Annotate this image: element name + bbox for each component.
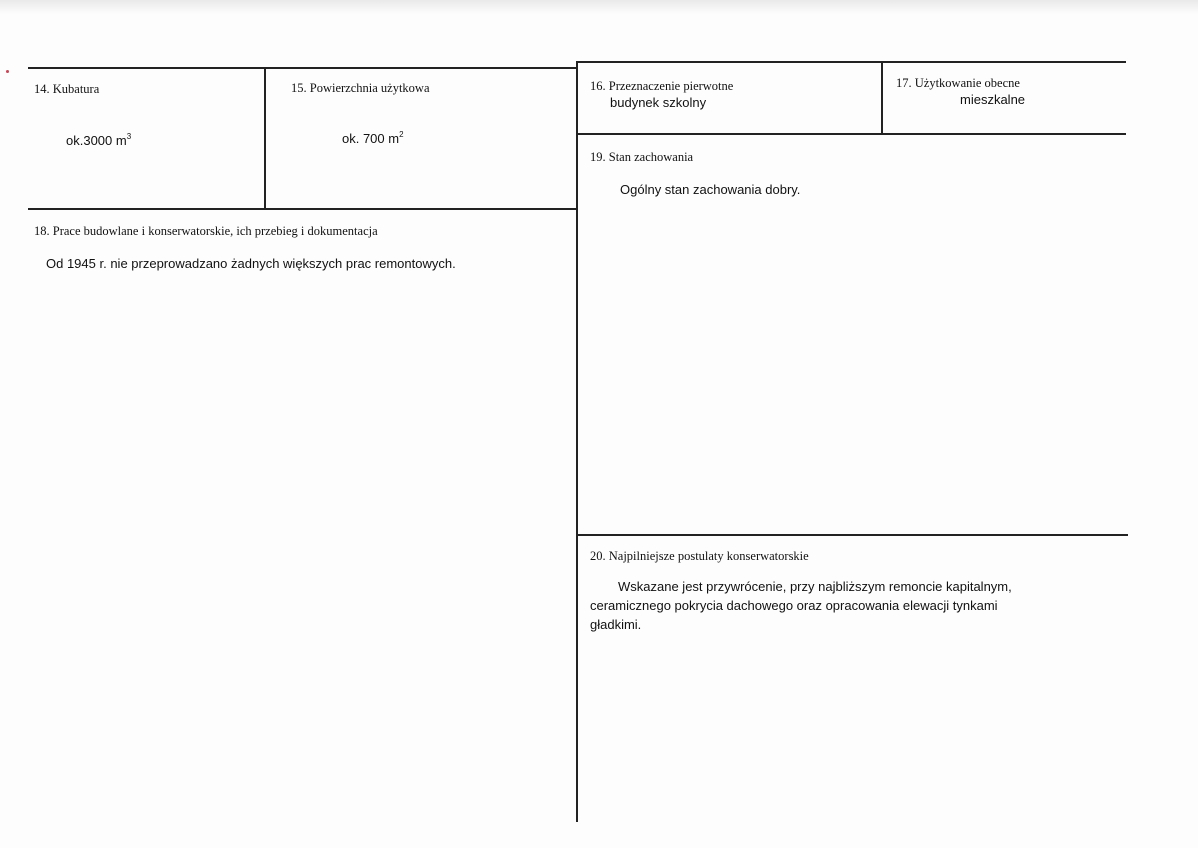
field-17-label: 17. Użytkowanie obecne: [896, 76, 1020, 90]
field-20-line-2: ceramicznego pokrycia dachowego oraz opracowania elewacji tynkami: [590, 598, 998, 613]
field-20-value: [590, 577, 1110, 634]
field-20-line-1: Wskazane jest przywrócenie, przy najbliższym remoncie kapitalnym,: [618, 579, 1012, 594]
field-14-value: ok.3000 $m^3$: [66, 132, 132, 148]
rule-above-20: [576, 534, 1128, 536]
field-15-value: ok. 700 $m^2$: [342, 130, 404, 146]
field-16-value: budynek szkolny: [610, 95, 707, 110]
field-19-value: Ogólny stan zachowania dobry.: [620, 182, 801, 197]
divider-16-17: [881, 61, 883, 133]
field-16-label: 16. Przeznaczenie pierwotne: [590, 79, 734, 93]
field-20-line-3: gładkimi.: [590, 617, 642, 632]
field-17-value: mieszkalne: [960, 92, 1026, 107]
rule-under-14-15: [28, 208, 576, 210]
top-rule-right: [576, 61, 1126, 63]
field-15-label: 15. Powierzchnia użytkowa: [291, 81, 430, 95]
field-18-value: Od 1945 r. nie przeprowadzano żadnych większych prac remontowych.: [46, 256, 456, 271]
field-18-label: 18. Prace budowlane i konserwatorskie, ich przebieg i dokumentacja: [34, 224, 378, 238]
scan-speck: [6, 70, 9, 73]
field-19-label: 19. Stan zachowania: [590, 150, 694, 164]
center-divider: [576, 61, 578, 822]
divider-14-15: [264, 67, 266, 209]
top-rule-left: [28, 67, 576, 69]
rule-under-16-17: [576, 133, 1126, 135]
field-14-label: 14. Kubatura: [34, 82, 100, 96]
scan-edge: [0, 0, 1198, 14]
field-20-label: 20. Najpilniejsze postulaty konserwatorskie: [590, 549, 809, 563]
